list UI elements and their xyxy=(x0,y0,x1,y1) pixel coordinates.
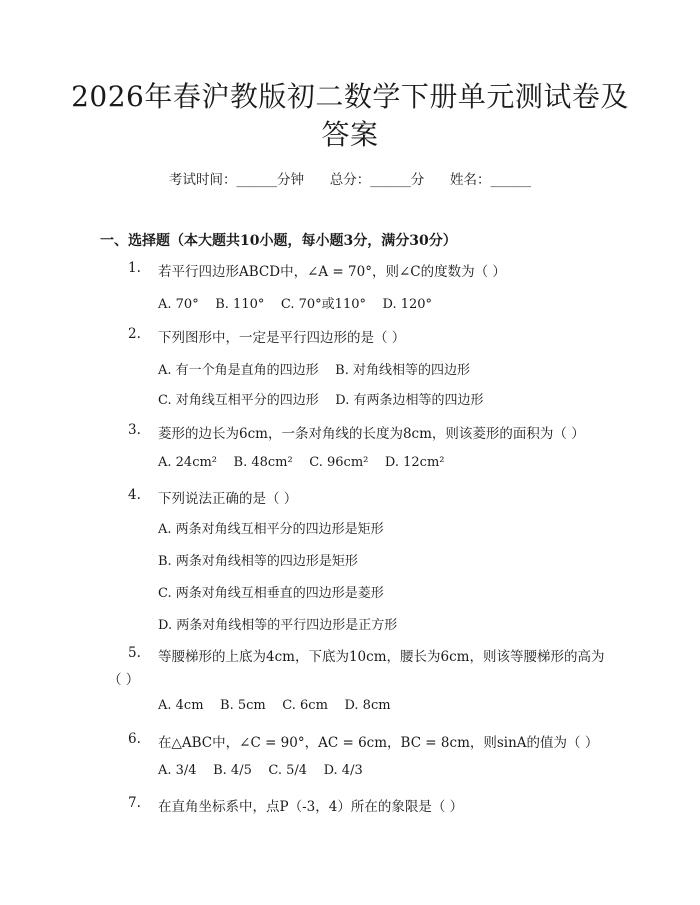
question-4-option-b: B. 两条对角线相等的四边形是矩形 xyxy=(158,554,358,569)
question-6-stem: 在△ABC中，∠C = 90°，AC = 6cm，BC = 8cm，则sinA的值为（ ） xyxy=(158,735,599,751)
question-4-option-c: C. 两条对角线互相垂直的四边形是菱形 xyxy=(158,586,384,601)
question-2-stem: 下列图形中，一定是平行四边形的是（ ） xyxy=(158,330,406,346)
question-1-stem: 若平行四边形ABCD中，∠A = 70°，则∠C的度数为（ ） xyxy=(158,264,506,280)
question-7-number: 7. xyxy=(128,795,141,811)
question-5-stem: 等腰梯形的上底为4cm，下底为10cm，腰长为6cm，则该等腰梯形的高为 xyxy=(158,649,605,665)
question-2-number: 2. xyxy=(128,326,141,342)
question-6-options: A. 3/4 B. 4/5 C. 5/4 D. 4/3 xyxy=(158,763,363,778)
exam-info-line: 考试时间：______分钟 总分：______分 姓名：______ xyxy=(169,172,531,188)
question-5-options: A. 4cm B. 5cm C. 6cm D. 8cm xyxy=(158,698,391,713)
question-3-number: 3. xyxy=(128,422,141,438)
question-4-option-d: D. 两条对角线相等的平行四边形是正方形 xyxy=(158,618,398,633)
question-3-options: A. 24cm² B. 48cm² C. 96cm² D. 12cm² xyxy=(158,455,445,470)
question-2-options-cd: C. 对角线互相平分的四边形 D. 有两条边相等的四边形 xyxy=(158,393,484,408)
question-1-options: A. 70° B. 110° C. 70°或110° D. 120° xyxy=(158,297,433,312)
question-4-number: 4. xyxy=(128,487,141,503)
question-5-stem-tail: （ ） xyxy=(108,672,140,688)
page-title: 2026年春沪教版初二数学下册单元测试卷及答案 xyxy=(71,80,629,151)
question-4-stem: 下列说法正确的是（ ） xyxy=(158,491,298,507)
question-4-option-a: A. 两条对角线互相平分的四边形是矩形 xyxy=(158,522,384,537)
section-heading-choice: 一、选择题（本大题共10小题，每小题3分，满分30分） xyxy=(100,233,457,249)
question-5-number: 5. xyxy=(128,645,141,661)
question-2-options-ab: A. 有一个角是直角的四边形 B. 对角线相等的四边形 xyxy=(158,363,471,378)
question-7-stem: 在直角坐标系中，点P（-3，4）所在的象限是（ ） xyxy=(158,799,464,815)
question-6-number: 6. xyxy=(128,731,141,747)
question-3-stem: 菱形的边长为6cm，一条对角线的长度为8cm，则该菱形的面积为（ ） xyxy=(158,426,585,442)
question-1-number: 1. xyxy=(128,260,141,276)
